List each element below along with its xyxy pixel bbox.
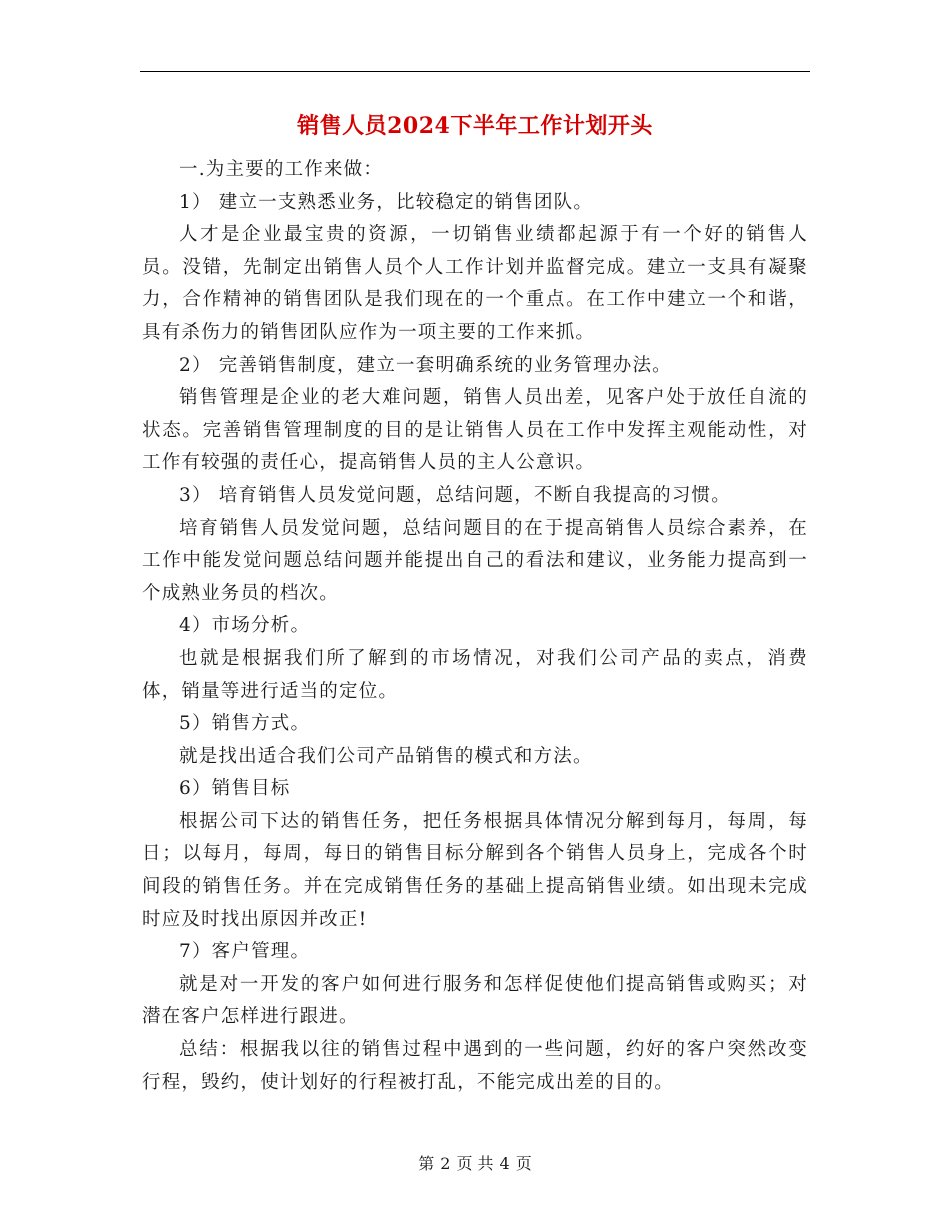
paragraph: 也就是根据我们所了解到的市场情况，对我们公司产品的卖点，消费体，销量等进行适当的定位。 (142, 647, 808, 702)
document-title: 销售人员2024下半年工作计划开头 (297, 113, 653, 139)
paragraph: 一.为主要的工作来做： (179, 159, 384, 180)
paragraph: 就是对一开发的客户如何进行服务和怎样促使他们提高销售或购买；对潜在客户怎样进行跟进。 (142, 973, 808, 1028)
paragraph: 6）销售目标 (179, 778, 291, 800)
paragraph: 5）销售方式。 (179, 713, 311, 735)
paragraph: 就是找出适合我们公司产品销售的模式和方法。 (179, 745, 593, 767)
paragraph: 2） 完善销售制度，建立一套明确系统的业务管理办法。 (179, 354, 672, 376)
paragraph: 4）市场分析。 (179, 615, 311, 637)
header-rule (140, 71, 810, 72)
page-mid: 页 共 (456, 1154, 494, 1173)
paragraph: 1） 建立一支熟悉业务，比较稳定的销售团队。 (179, 191, 594, 213)
paragraph: 总结：根据我以往的销售过程中遇到的一些问题，约好的客户突然改变行程，毁约，使计划好的行程被打乱，不能完成出差的目的。 (142, 1039, 808, 1093)
paragraph: 7）客户管理。 (179, 941, 311, 963)
page-prefix: 第 (418, 1154, 435, 1173)
page-footer (0, 1153, 950, 1175)
page-current: 2 (440, 1154, 451, 1173)
document-body (142, 154, 808, 1099)
paragraph: 培育销售人员发觉问题，总结问题目的在于提高销售人员综合素养，在工作中能发觉问题总结问题并能提出自己的看法和建议，业务能力提高到一个成熟业务员的档次。 (142, 517, 808, 604)
paragraph: 销售管理是企业的老大难问题，销售人员出差，见客户处于放任自流的状态。完善销售管理制度的目的是让销售人员在工作中发挥主观能动性，对工作有较强的责任心，提高销售人员的主人公意识。 (142, 387, 808, 474)
paragraph: 人才是企业最宝贵的资源，一切销售业绩都起源于有一个好的销售人员。没错，先制定出销售人员个人工作计划并监督完成。建立一支具有凝聚力，合作精神的销售团队是我们现在的一个重点。在工作中建立一个和谐，具有杀伤力的销售团队应作为一项主要的工作来抓。 (142, 224, 808, 343)
page-total: 4 (499, 1154, 510, 1173)
paragraph: 3） 培育销售人员发觉问题，总结问题，不断自我提高的习惯。 (179, 484, 731, 506)
paragraph: 根据公司下达的销售任务，把任务根据具体情况分解到每月，每周，每日；以每月，每周，每日的销售目标分解到各个销售人员身上，完成各个时间段的销售任务。并在完成销售任务的基础上提高销售业绩。如出现未完成时应及时找出原因并改正! (142, 810, 808, 930)
page-suffix: 页 (515, 1154, 532, 1173)
